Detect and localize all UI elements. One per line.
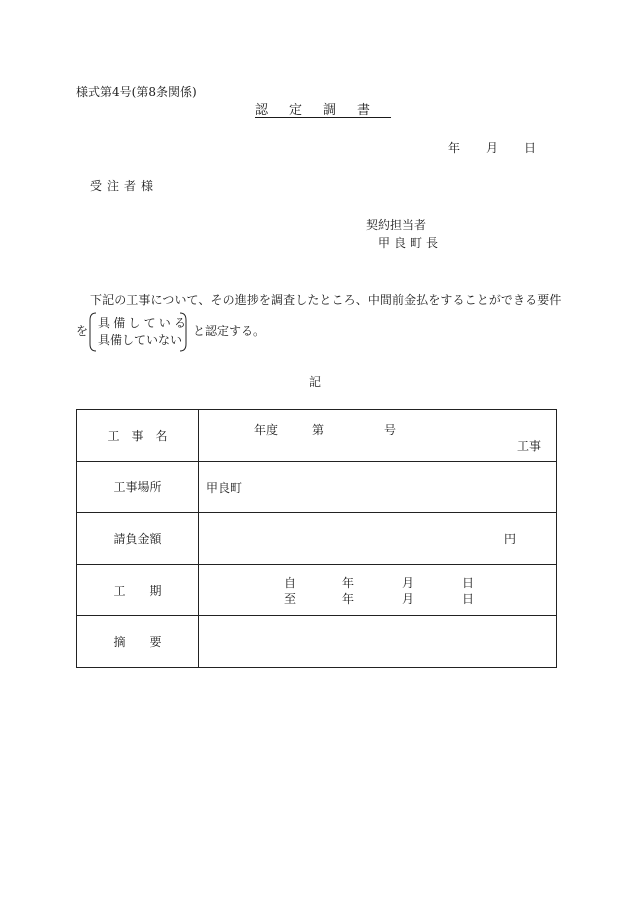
table-row-period — [77, 564, 557, 616]
option-has-not: 具備していない — [98, 333, 183, 347]
date-year: 年 — [448, 141, 461, 155]
body-suffix: と認定する。 — [193, 324, 266, 338]
fiscal-year-label: 年度 — [254, 423, 279, 437]
period-from-day: 日 — [462, 575, 475, 590]
number-prefix-label: 第 — [312, 423, 325, 437]
yen-unit: 円 — [504, 532, 517, 547]
label-remarks: 摘 要 — [77, 616, 199, 668]
value-project-name[interactable] — [199, 410, 557, 462]
form-number: 様式第4号(第8条関係) — [76, 85, 197, 99]
period-from-label: 自 — [284, 575, 297, 590]
table-row-project-name — [77, 410, 557, 462]
value-location[interactable] — [199, 461, 557, 513]
label-period: 工 期 — [77, 564, 199, 616]
value-remarks[interactable] — [199, 616, 557, 668]
sender-title: 契約担当者 — [366, 218, 427, 232]
table-row-remarks — [77, 616, 557, 668]
period-from-year: 年 — [342, 575, 355, 590]
value-amount[interactable] — [199, 513, 557, 565]
construction-unit-label: 工事 — [517, 439, 542, 453]
addressee: 受注者様 — [90, 179, 159, 193]
period-to-day: 日 — [462, 591, 475, 606]
period-to-year: 年 — [342, 591, 355, 606]
option-has: 具備している — [98, 316, 190, 330]
sender-name: 甲良町長 — [378, 236, 443, 250]
document-title: 認定調書 — [255, 103, 392, 118]
body-prefix: を — [76, 324, 89, 338]
table-row-location — [77, 461, 557, 513]
period-to-label: 至 — [284, 591, 297, 606]
label-project-name: 工 事 名 — [77, 410, 199, 462]
location-value: 甲良町 — [206, 480, 243, 495]
period-from-month: 月 — [402, 575, 415, 590]
number-suffix-label: 号 — [384, 423, 397, 437]
body-text: 下記の工事について、その進捗を調査したところ、中間前金払をすることができる要件 — [90, 293, 562, 307]
label-amount: 請負金額 — [77, 513, 199, 565]
date-day: 日 — [524, 141, 537, 155]
period-to-month: 月 — [402, 591, 415, 606]
details-table — [76, 409, 557, 668]
date-month: 月 — [486, 141, 499, 155]
value-period[interactable] — [199, 564, 557, 616]
ki-heading: 記 — [309, 375, 322, 389]
date-line — [448, 142, 536, 154]
table-row-amount — [77, 513, 557, 565]
label-location: 工事場所 — [77, 461, 199, 513]
